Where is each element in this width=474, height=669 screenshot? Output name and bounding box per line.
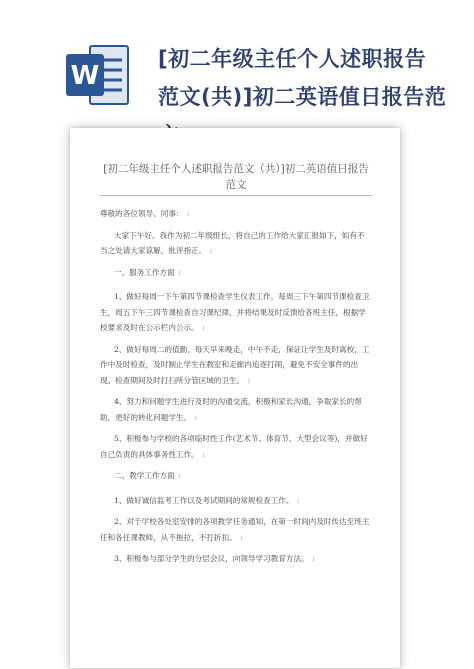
paragraph: 1、做好诚信监考工作以及考试期间的常规检查工作。 ↓ [114,495,301,505]
svg-text:W: W [70,61,100,91]
document-page [70,128,400,668]
section-heading: 二、教学工作方面 ↓ [114,471,182,480]
paragraph: 3、积极参与部分学生的分层会议，向领导学习教育方法。 ↓ [114,554,316,563]
paragraph: 5、积极参与学校的各项临时性工作(艺术节、体育节、大型会议等)，并做好自己负责的具体事务性工作。 ↓ [100,434,368,459]
page-title-line-2: 范文(共)]初二英语值日报告范 [158,85,447,109]
paragraph: 2、对于学校各处室安排的各项教学任务通知，在第一时间内及时传达至班主任和各任课教师，从不拖拉，不打折扣。 ↓ [100,517,370,542]
document-title: [初二年级主任个人述职报告范文（共）]初二英语值日报告范文 [103,163,369,191]
paragraph: 2、做好每周二的值勤，每天早来晚走，中午不走，保证让学生及时离校，工作中及时检查，及时制止学生在教室和走廊内追逐打闹，避免不安全事件的出现。检查期间及时打扫所分管区域的卫生。 ↓ [100,344,370,385]
paragraph-salutation: 尊敬的各位领导、同事： ↓ [100,209,191,218]
document-body [100,206,372,573]
paragraph: 1、做好每周一下午第四节课检查学生仪表工作，每周三下午第四节课检查卫生，周五下午三四节课检查自习课纪律，并将结果及时反馈给各班主任，根据学校要求及时在公示栏内公示。 ↓ [100,292,370,332]
paragraph: 大家下午好。我作为初二年级组长，将自己的工作给大家汇报如下，如有不当之处请大家谅解，批评指正。 ↓ [100,230,365,255]
title-divider [100,195,372,196]
page-title-line-1: [初二年级主任个人述职报告 [158,47,427,71]
word-icon [62,40,132,110]
section-heading: 一、服务工作方面 ↓ [114,267,182,277]
paragraph: 4、努力和问题学生进行及时的沟通交流，积极和家长沟通，争取家长的帮助，更好的转化问题学生。 ↓ [100,397,362,422]
